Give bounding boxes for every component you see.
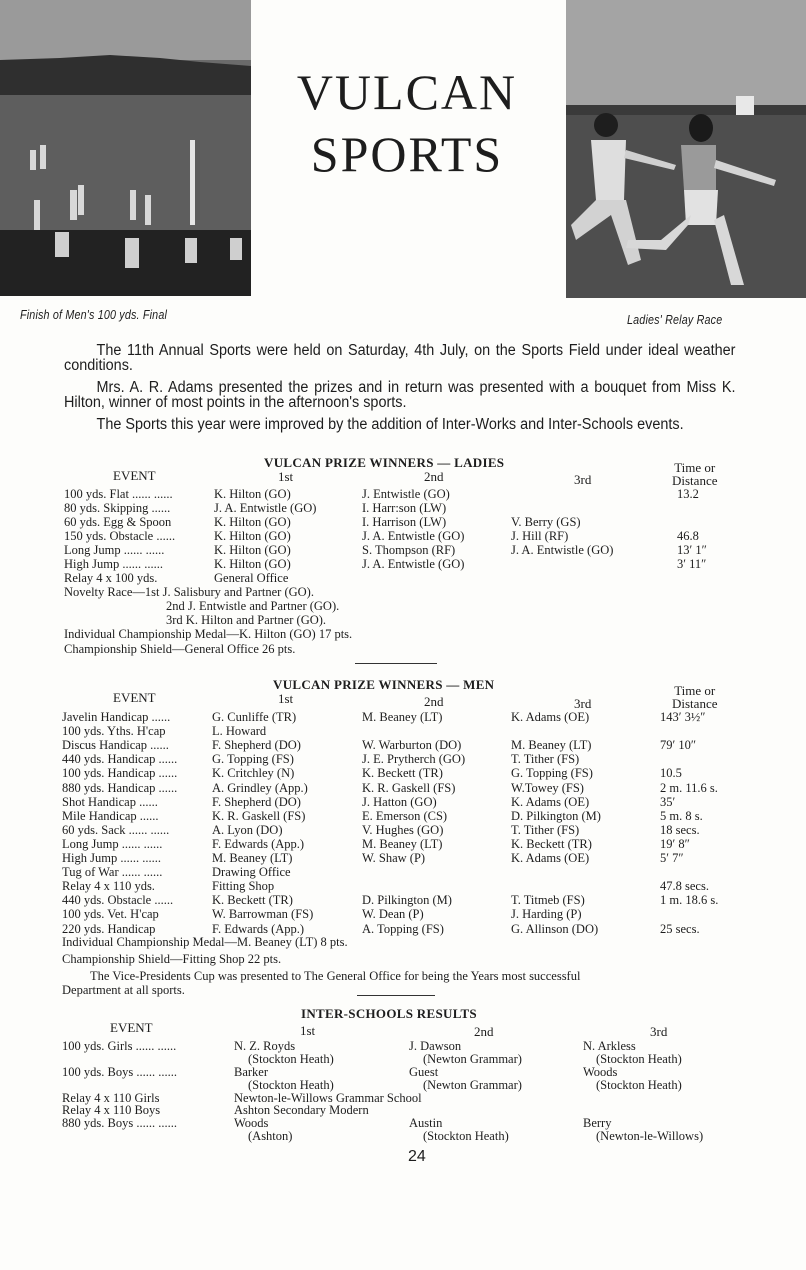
cell-event: Shot Handicap ......	[62, 794, 158, 809]
cell-time: 47.8 secs.	[660, 879, 709, 894]
cell-first: K. Beckett (TR)	[212, 893, 293, 908]
cell-first: Drawing Office	[212, 865, 291, 880]
cell-time: 35′	[660, 794, 676, 809]
intro-paragraph: The 11th Annual Sports were held on Saturday, 4th July, on the Sports Field under ideal weather conditions.	[64, 342, 736, 374]
cell-first: (Ashton)	[248, 1129, 293, 1143]
cell-second: J. Dawson	[409, 1039, 462, 1053]
cell-third: J. Hill (RF)	[511, 529, 569, 543]
cell-first: Barker	[234, 1065, 269, 1079]
cell-second: I. Harr:son (LW)	[362, 501, 447, 515]
photo-right-caption: Ladies' Relay Race	[627, 313, 723, 327]
cell-third: J. Harding (P)	[511, 907, 582, 922]
cell-first: (Stockton Heath)	[248, 1052, 334, 1066]
cell-event: 80 yds. Skipping ......	[64, 501, 171, 515]
header-third: 3rd	[574, 472, 592, 487]
cell-time: 10.5	[660, 766, 682, 781]
cell-event: Discus Handicap ......	[62, 738, 169, 753]
cell-event: Long Jump ...... ......	[62, 836, 163, 851]
cell-second: A. Topping (FS)	[362, 921, 444, 936]
cell-third: N. Arkless	[583, 1039, 636, 1053]
cell-second: E. Emerson (CS)	[362, 808, 448, 823]
cell-first: A. Grindley (App.)	[212, 780, 308, 795]
cell-time: 143′ 3½″	[660, 710, 706, 724]
cell-second: S. Thompson (RF)	[362, 543, 456, 557]
cell-third: Berry	[583, 1116, 612, 1130]
header-first: 1st	[278, 469, 294, 484]
cell-event: High Jump ...... ......	[64, 557, 163, 571]
cell-first: F. Shepherd (DO)	[212, 794, 301, 809]
title-line-1: VULCAN	[296, 64, 518, 120]
cell-third: G. Allinson (DO)	[511, 921, 599, 936]
cell-second: W. Shaw (P)	[362, 851, 426, 865]
ladies-shield: Championship Shield—General Office 26 pts.	[64, 642, 296, 656]
cell-first: J. A. Entwistle (GO)	[214, 501, 317, 515]
cell-event: 100 yds. Handicap ......	[62, 766, 178, 781]
photo-mens-100-yds-final-image	[0, 0, 251, 296]
cell-first: K. Hilton (GO)	[214, 515, 291, 529]
cell-second: Guest	[409, 1065, 439, 1079]
cell-first: Ashton Secondary Modern	[234, 1103, 369, 1117]
cell-third: W.Towey (FS)	[511, 780, 584, 795]
cell-event: 100 yds. Vet. H'cap	[62, 907, 159, 922]
cell-time: 46.8	[677, 529, 699, 543]
vice-presidents-cup-line: The Vice-Presidents Cup was presented to The General Office for being the Years most successful	[90, 969, 581, 983]
photo-ladies-relay-race	[566, 0, 806, 298]
cell-second: V. Hughes (GO)	[362, 822, 444, 837]
page-title	[252, 64, 562, 182]
cell-first: Newton-le-Willows Grammar School	[234, 1091, 422, 1105]
cell-third: J. A. Entwistle (GO)	[511, 543, 614, 557]
cell-second: M. Beaney (LT)	[362, 710, 443, 724]
novelty-race-line: 3rd K. Hilton and Partner (GO).	[166, 613, 327, 627]
cell-second: (Newton Grammar)	[423, 1052, 522, 1066]
men-section-title: VULCAN PRIZE WINNERS — MEN	[273, 677, 495, 692]
cell-event: 60 yds. Egg & Spoon	[64, 515, 172, 529]
cell-event: Relay 4 x 110 yds.	[62, 879, 155, 894]
schools-section-title: INTER-SCHOOLS RESULTS	[301, 1006, 477, 1021]
novelty-race-line: Novelty Race—1st J. Salisbury and Partner (GO).	[64, 585, 314, 599]
intro-paragraph: The Sports this year were improved by the addition of Inter-Works and Inter-Schools events.	[96, 416, 684, 433]
cell-event: 440 yds. Handicap ......	[62, 752, 178, 767]
cell-time: 25 secs.	[660, 921, 700, 936]
header-time-line1: Time or	[674, 683, 716, 698]
cell-first: K. Hilton (GO)	[214, 543, 291, 557]
cell-second: (Stockton Heath)	[423, 1129, 509, 1143]
cell-third: K. Adams (OE)	[511, 710, 590, 724]
header-first: 1st	[278, 691, 294, 706]
header-third: 3rd	[650, 1024, 668, 1039]
cell-event: Relay 4 x 100 yds.	[64, 571, 158, 585]
header-third: 3rd	[574, 696, 592, 711]
cell-first: K. Critchley (N)	[212, 766, 295, 781]
cell-first: Woods	[234, 1116, 269, 1130]
cell-first: A. Lyon (DO)	[212, 822, 283, 837]
cell-time: 3′ 11″	[677, 557, 707, 571]
cell-third: T. Titmeb (FS)	[511, 893, 585, 908]
cell-third: V. Berry (GS)	[511, 515, 581, 529]
header-event: EVENT	[110, 1020, 153, 1035]
cell-time: 5′ 7″	[660, 851, 684, 865]
cell-time: 5 m. 8 s.	[660, 808, 703, 823]
cell-second: D. Pilkington (M)	[362, 893, 452, 908]
cell-first: General Office	[214, 571, 289, 585]
cell-first: F. Shepherd (DO)	[212, 738, 301, 753]
ladies-section-title: VULCAN PRIZE WINNERS — LADIES	[264, 455, 505, 470]
cell-third: K. Adams (OE)	[511, 794, 590, 809]
cell-third: (Stockton Heath)	[596, 1078, 682, 1092]
cell-second: J. E. Prytherch (GO)	[362, 752, 466, 767]
cell-third: T. Tither (FS)	[511, 822, 580, 837]
cell-second: (Newton Grammar)	[423, 1078, 522, 1092]
cell-event: 60 yds. Sack ...... ......	[62, 822, 170, 837]
cell-second: I. Harrison (LW)	[362, 515, 447, 529]
cell-first: K. Hilton (GO)	[214, 529, 291, 543]
header-event: EVENT	[113, 690, 156, 705]
cell-first: G. Topping (FS)	[212, 752, 294, 767]
cell-second: J. A. Entwistle (GO)	[362, 557, 465, 571]
divider	[357, 995, 435, 996]
divider	[355, 663, 437, 664]
cell-event: Mile Handicap ......	[62, 808, 159, 823]
cell-time: 2 m. 11.6 s.	[660, 780, 718, 795]
photo-ladies-relay-race-image	[566, 0, 806, 298]
cell-event: Relay 4 x 110 Girls	[62, 1091, 160, 1105]
cell-second: K. Beckett (TR)	[362, 766, 443, 781]
cell-second: Austin	[409, 1116, 443, 1130]
cell-first: N. Z. Royds	[234, 1039, 296, 1053]
cell-time: 18 secs.	[660, 822, 700, 837]
cell-event: 220 yds. Handicap	[62, 921, 156, 936]
cell-event: 880 yds. Boys ...... ......	[62, 1116, 177, 1130]
cell-event: Javelin Handicap ......	[62, 710, 171, 724]
cell-first: G. Cunliffe (TR)	[212, 710, 297, 724]
header-time-line2: Distance	[672, 473, 718, 488]
cell-event: High Jump ...... ......	[62, 851, 161, 865]
vice-presidents-cup-line: Department at all sports.	[62, 983, 185, 997]
cell-time: 1 m. 18.6 s.	[660, 893, 719, 908]
cell-second: M. Beaney (LT)	[362, 836, 443, 851]
ladies-medal: Individual Championship Medal—K. Hilton (GO) 17 pts.	[64, 627, 353, 641]
cell-first: M. Beaney (LT)	[212, 851, 293, 865]
cell-time: 13.2	[677, 487, 699, 501]
cell-event: 100 yds. Girls ...... ......	[62, 1039, 177, 1053]
cell-first: L. Howard	[212, 724, 267, 739]
cell-third: K. Adams (OE)	[511, 851, 590, 865]
header-second: 2nd	[424, 694, 444, 709]
cell-third: K. Beckett (TR)	[511, 836, 592, 851]
page-number: 24	[408, 1148, 426, 1165]
cell-first: K. Hilton (GO)	[214, 557, 291, 571]
men-medal: Individual Championship Medal—M. Beaney (LT) 8 pts.	[62, 935, 348, 949]
header-time-line1: Time or	[674, 460, 716, 475]
cell-event: 880 yds. Handicap ......	[62, 780, 178, 795]
header-time	[672, 461, 717, 487]
cell-event: 100 yds. Yths. H'cap	[62, 724, 166, 739]
cell-third: Woods	[583, 1065, 618, 1079]
cell-third: T. Tither (FS)	[511, 752, 580, 767]
men-shield: Championship Shield—Fitting Shop 22 pts.	[62, 952, 282, 966]
cell-time: 19′ 8″	[660, 836, 690, 851]
cell-time: 13′ 1″	[677, 543, 707, 557]
cell-event: 440 yds. Obstacle ......	[62, 893, 174, 908]
photo-mens-100-yds-final	[0, 0, 251, 296]
cell-second: K. R. Gaskell (FS)	[362, 780, 456, 795]
cell-event: 100 yds. Boys ...... ......	[62, 1065, 177, 1079]
cell-first: K. Hilton (GO)	[214, 487, 291, 501]
title-line-2: SPORTS	[310, 126, 504, 182]
cell-first: K. R. Gaskell (FS)	[212, 808, 306, 823]
cell-first: F. Edwards (App.)	[212, 921, 305, 936]
cell-third: (Stockton Heath)	[596, 1052, 682, 1066]
cell-event: Long Jump ...... ......	[64, 543, 165, 557]
photo-left-caption: Finish of Men's 100 yds. Final	[20, 308, 168, 322]
header-time	[672, 684, 717, 710]
novelty-race-line: 2nd J. Entwistle and Partner (GO).	[166, 599, 340, 613]
cell-third: M. Beaney (LT)	[511, 738, 592, 753]
header-second: 2nd	[424, 469, 444, 484]
cell-first: Fitting Shop	[212, 879, 275, 894]
intro-paragraph: Mrs. A. R. Adams presented the prizes and in return was presented with a bouquet from Miss K. Hilton, winner of most points in the afternoon's sports.	[64, 379, 736, 411]
cell-second: W. Warburton (DO)	[362, 738, 462, 753]
header-event: EVENT	[113, 468, 156, 483]
cell-event: Tug of War ...... ......	[62, 865, 163, 880]
cell-second: J. Hatton (GO)	[362, 794, 437, 809]
header-first: 1st	[300, 1023, 316, 1038]
cell-first: W. Barrowman (FS)	[212, 907, 314, 922]
cell-third: G. Topping (FS)	[511, 766, 593, 781]
cell-first: F. Edwards (App.)	[212, 836, 305, 851]
cell-second: J. A. Entwistle (GO)	[362, 529, 465, 543]
cell-first: (Stockton Heath)	[248, 1078, 334, 1092]
intro-text	[64, 343, 735, 439]
cell-third: (Newton-le-Willows)	[596, 1129, 704, 1143]
header-time-line2: Distance	[672, 696, 718, 711]
cell-event: 150 yds. Obstacle ......	[64, 529, 176, 543]
cell-time: 79′ 10″	[660, 738, 697, 753]
cell-event: 100 yds. Flat ...... ......	[64, 487, 173, 501]
header-second: 2nd	[474, 1024, 494, 1039]
cell-second: W. Dean (P)	[362, 907, 424, 922]
cell-event: Relay 4 x 110 Boys	[62, 1103, 161, 1117]
cell-second: J. Entwistle (GO)	[362, 487, 450, 501]
cell-third: D. Pilkington (M)	[511, 808, 601, 823]
